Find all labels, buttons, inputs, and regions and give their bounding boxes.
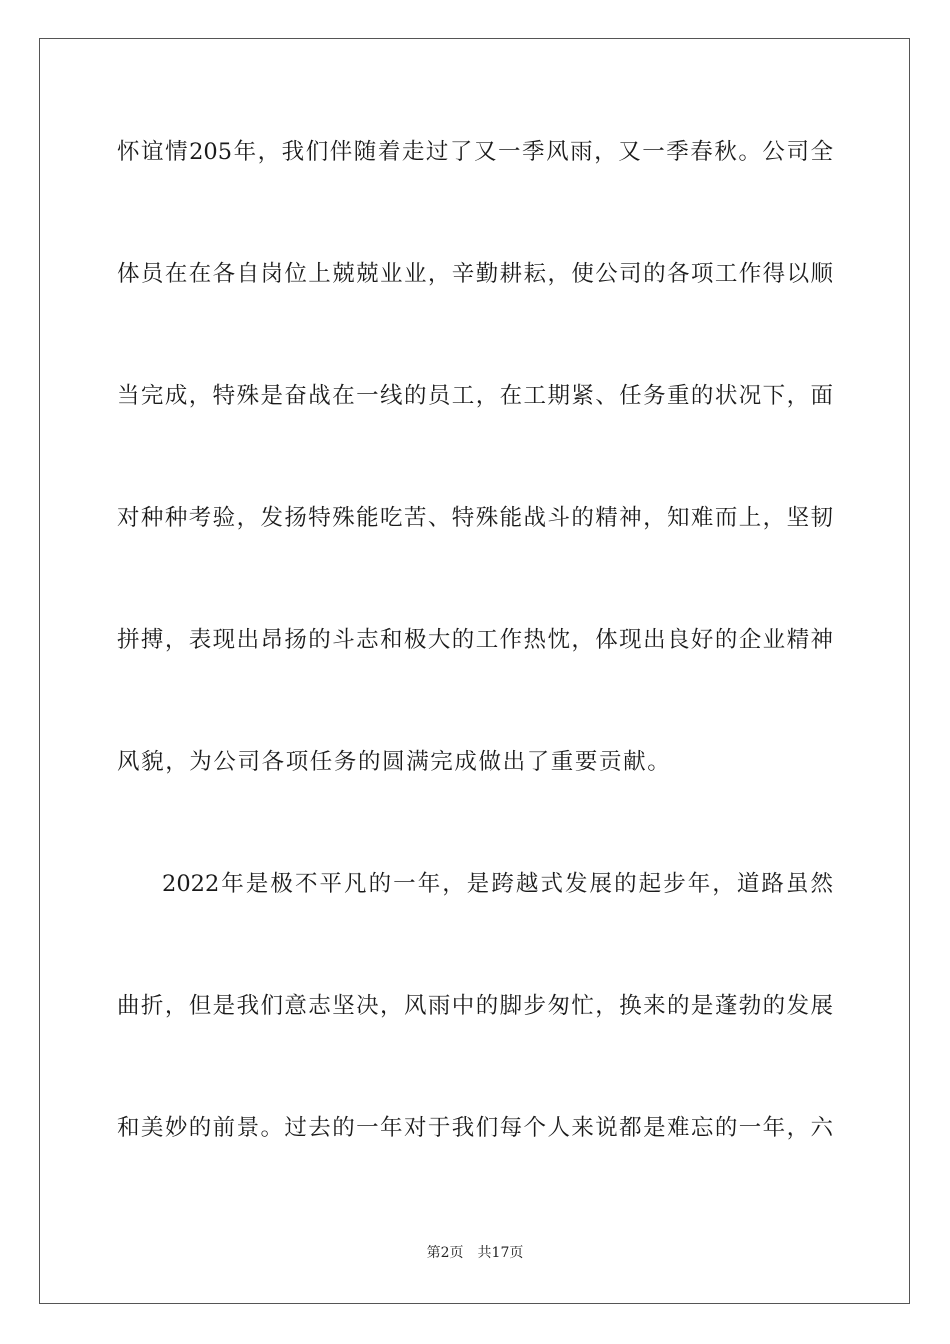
text-line: 体员在在各自岗位上兢兢业业，辛勤耕耘，使公司的各项工作得以顺 — [117, 261, 833, 287]
text-line: 拼搏，表现出昂扬的斗志和极大的工作热忱，体现出良好的企业精神 — [117, 627, 833, 653]
text-line: 当完成，特殊是奋战在一线的员工，在工期紧、任务重的状况下，面 — [117, 383, 833, 409]
text-line: 对种种考验，发扬特殊能吃苦、特殊能战斗的精神，知难而上，坚韧 — [117, 505, 833, 531]
page-total: 共17页 — [477, 1245, 524, 1261]
text-line: 风貌，为公司各项任务的圆满完成做出了重要贡献。 — [117, 749, 672, 775]
text-line-indented: 2022年是极不平凡的一年，是跨越式发展的起步年，道路虽然 — [162, 871, 833, 897]
text-line: 曲折，但是我们意志坚决，风雨中的脚步匆忙，换来的是蓬勃的发展 — [117, 993, 833, 1019]
text-line: 怀谊情205年，我们伴随着走过了又一季风雨，又一季春秋。公司全 — [117, 139, 833, 165]
page-footer — [0, 1244, 950, 1262]
page-number: 第2页 — [426, 1245, 464, 1261]
text-line: 和美妙的前景。过去的一年对于我们每个人来说都是难忘的一年，六 — [117, 1115, 833, 1141]
